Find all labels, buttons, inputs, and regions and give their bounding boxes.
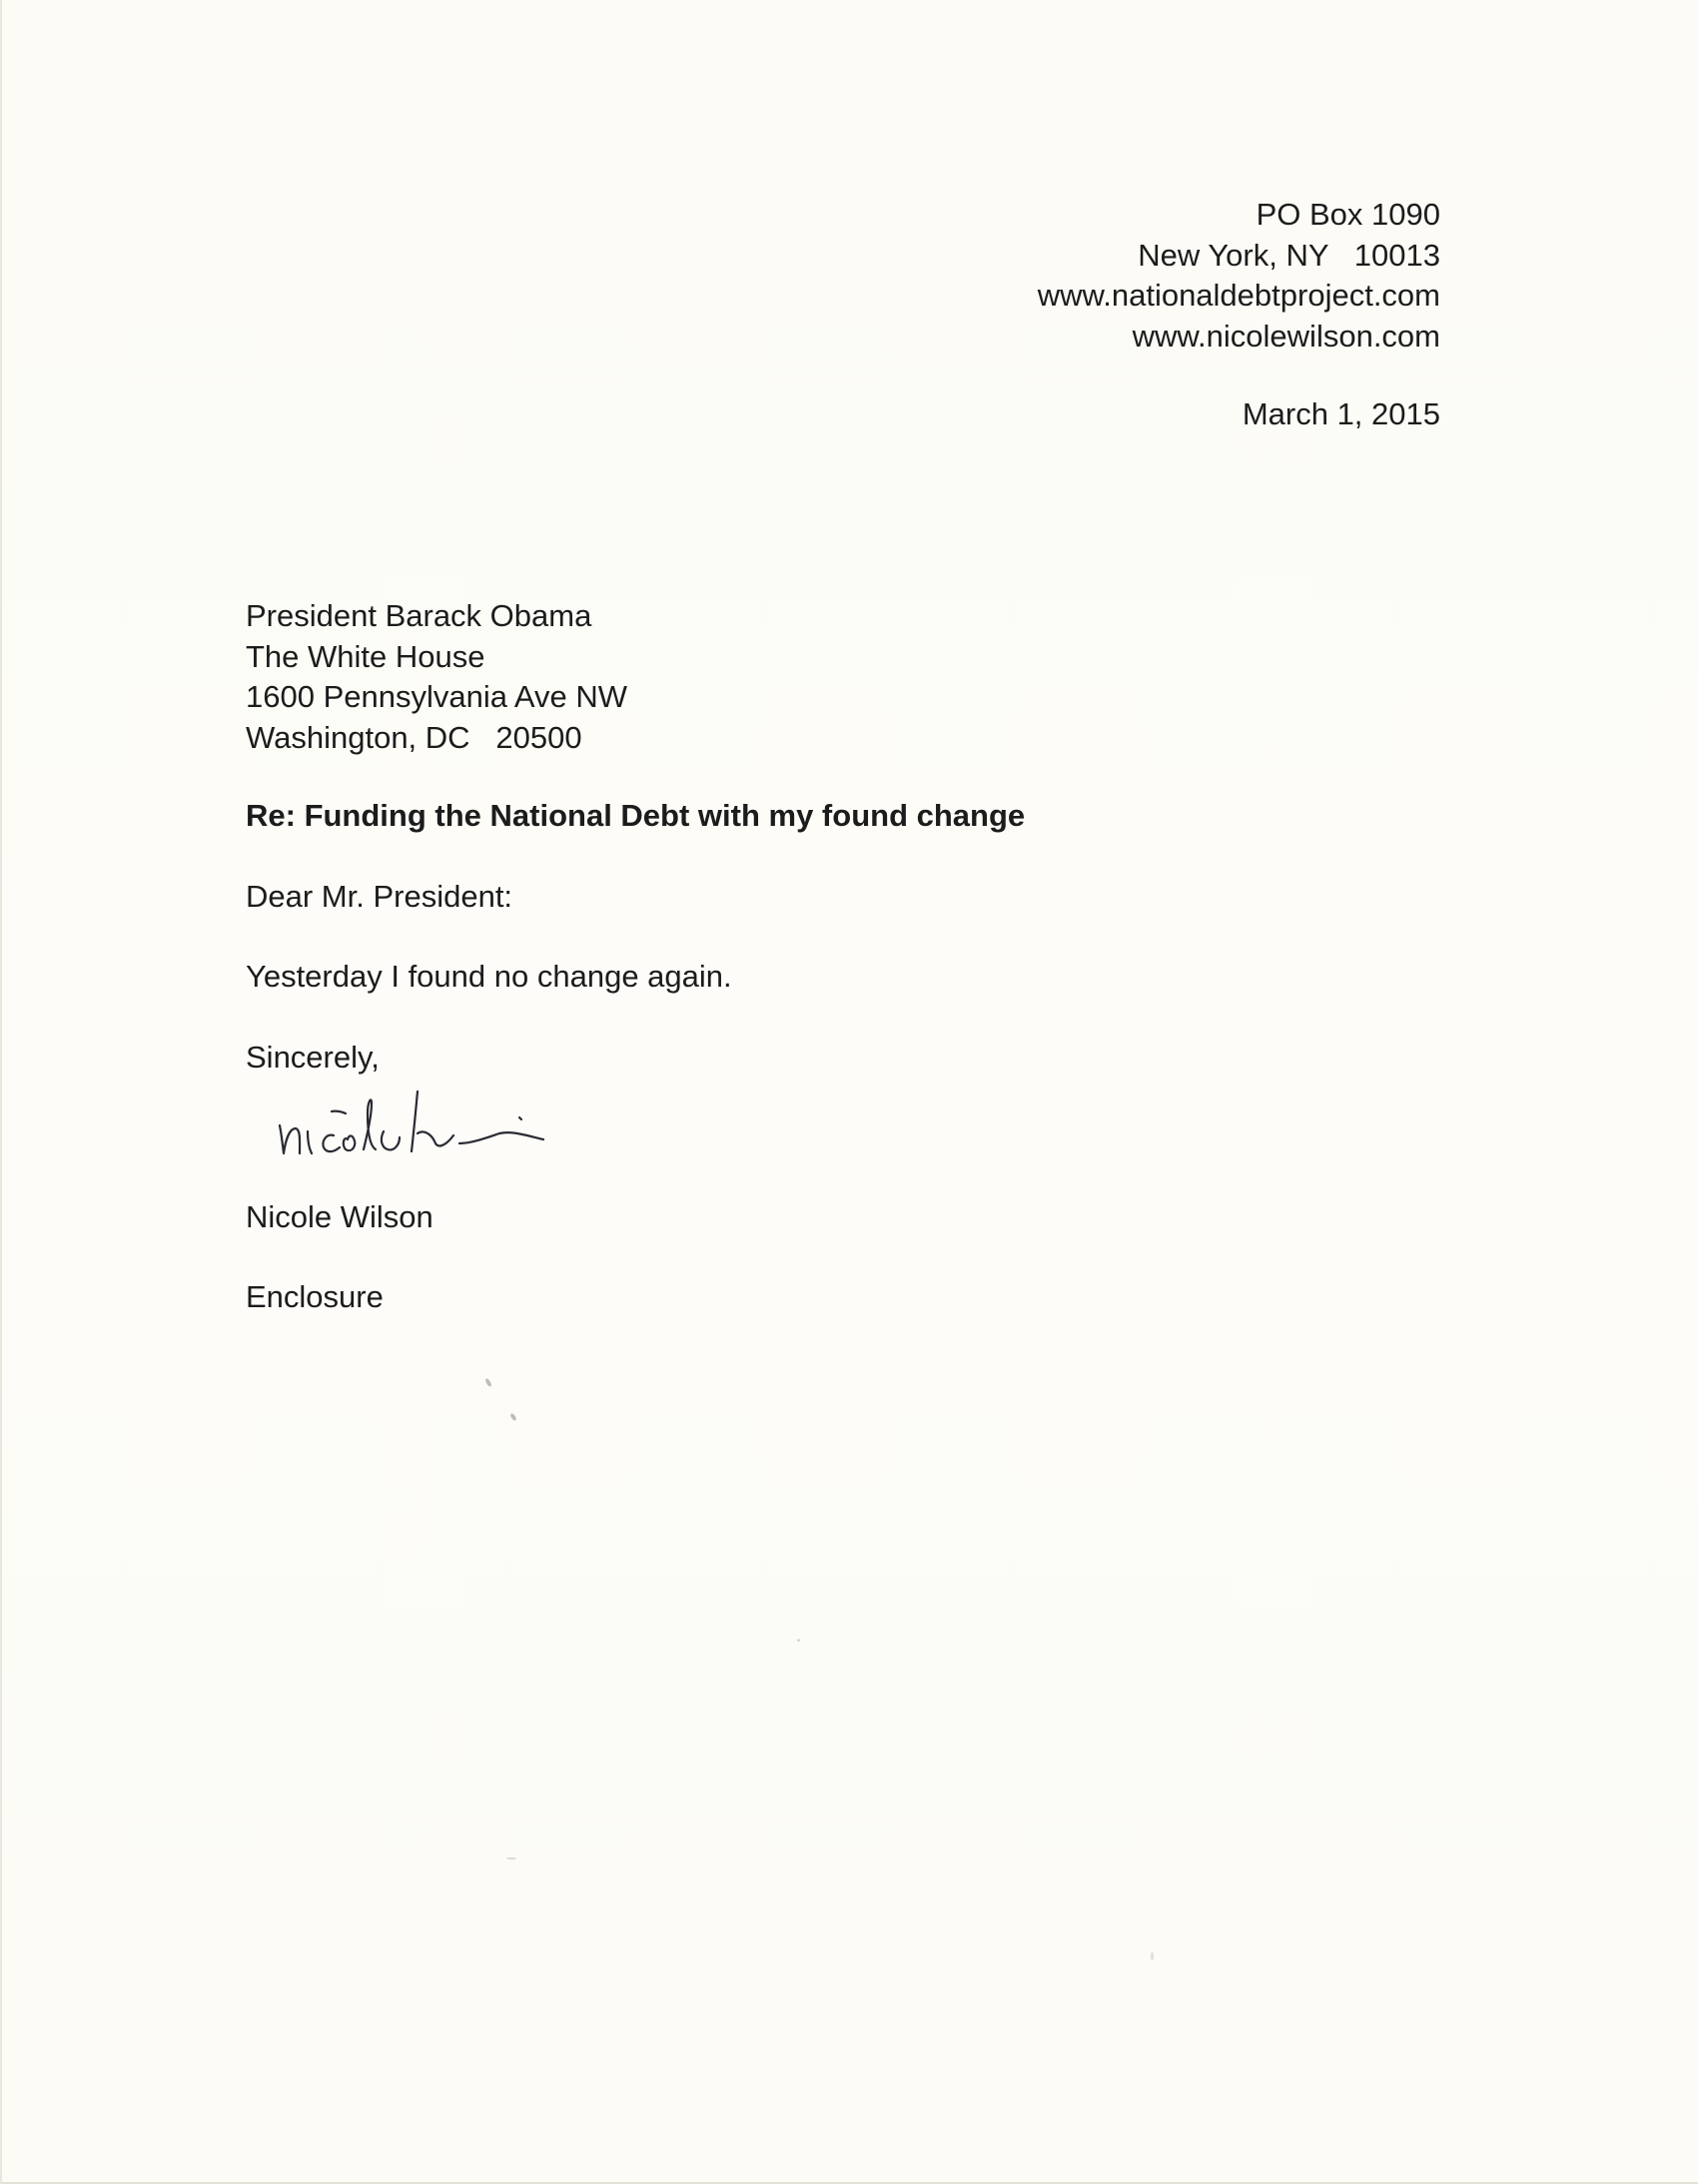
sender-address-line2: New York, NY 10013 — [1138, 237, 1440, 273]
signer-name: Nicole Wilson — [246, 1199, 433, 1234]
handwritten-signature — [272, 1074, 591, 1168]
paper-speck — [509, 1413, 517, 1422]
salutation: Dear Mr. President: — [246, 879, 513, 914]
recipient-organization: The White House — [246, 638, 485, 674]
closing: Sincerely, — [246, 1040, 380, 1075]
enclosure-note: Enclosure — [246, 1279, 384, 1314]
sender-block — [1038, 195, 1440, 357]
sender-address-line1: PO Box 1090 — [1256, 197, 1440, 232]
recipient-street: 1600 Pennsylvania Ave NW — [246, 679, 627, 714]
sender-website-2: www.nicolewilson.com — [1132, 318, 1440, 354]
sender-website-1: www.nationaldebtproject.com — [1037, 278, 1440, 313]
paper-speck — [506, 1857, 516, 1859]
recipient-city-state-zip: Washington, DC 20500 — [246, 719, 582, 755]
paper-speck — [484, 1378, 492, 1388]
paper-speck — [797, 1639, 800, 1642]
recipient-block — [246, 596, 627, 758]
recipient-name: President Barack Obama — [246, 598, 592, 633]
letter-date: March 1, 2015 — [1242, 396, 1440, 431]
paper-speck — [1151, 1952, 1154, 1960]
letter-body: Yesterday I found no change again. — [246, 959, 732, 994]
subject-line: Re: Funding the National Debt with my found change — [246, 798, 1026, 833]
